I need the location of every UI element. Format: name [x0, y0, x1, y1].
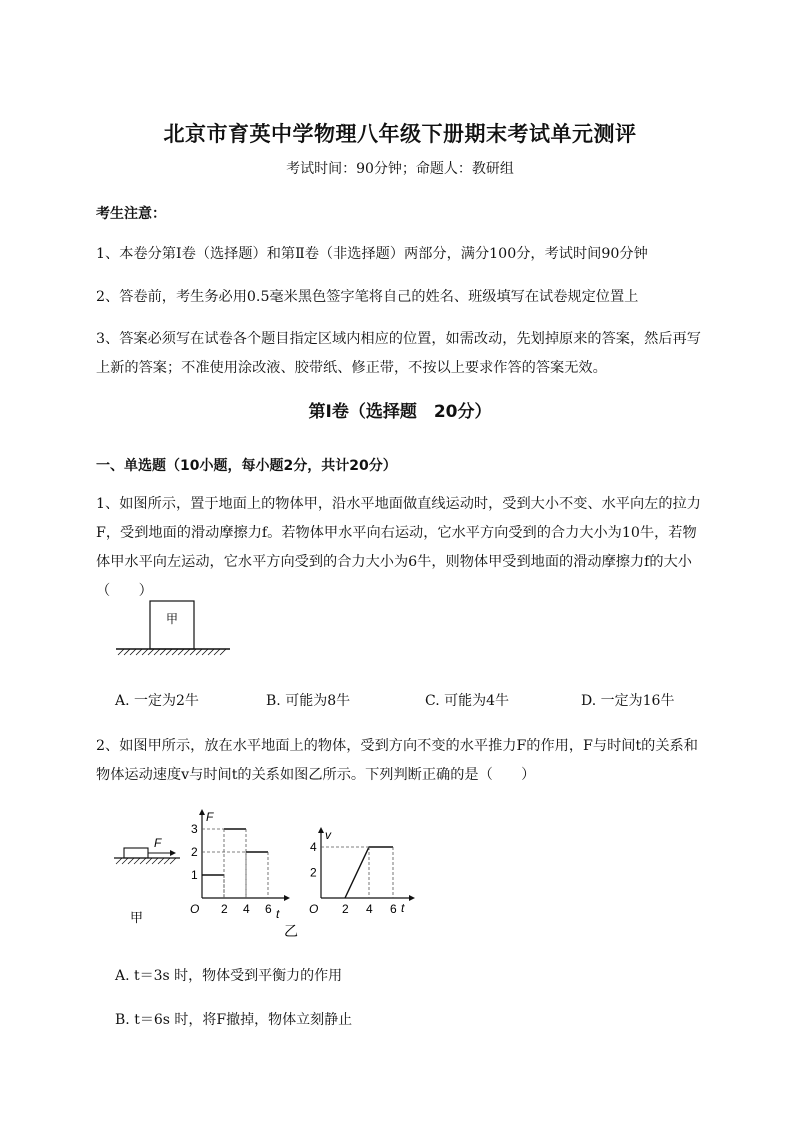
q1-option-c[interactable]: C. 可能为4牛 [425, 693, 510, 709]
part-title: 一、单选题（10小题，每小题2分，共计20分） [96, 458, 397, 474]
q1-option-d[interactable]: D. 一定为16牛 [581, 693, 675, 709]
x-tick-label: 2 [342, 902, 349, 916]
y-axis-label: F [206, 810, 214, 824]
x-tick-label: 2 [221, 902, 228, 916]
x-axis-label: t [401, 901, 405, 915]
block-label: 甲 [166, 612, 179, 626]
x-axis-arrow [409, 895, 415, 901]
notice-heading: 考生注意： [96, 206, 166, 222]
question-2-text: 2、如图甲所示，放在水平地面上的物体，受到方向不变的水平推力F的作用，F与时间t的关系和物体运动速度v与时间t的关系如图乙所示。下列判断正确的是（ ） [96, 738, 698, 783]
force-label: F [154, 836, 162, 850]
x-tick-label: 6 [390, 902, 397, 916]
x-tick-label: 4 [366, 902, 373, 916]
chart-force-time [180, 805, 300, 940]
pushed-block [124, 848, 148, 858]
notice-item-1: 1、本卷分第Ⅰ卷（选择题）和第Ⅱ卷（非选择题）两部分，满分100分，考试时间90分钟 [96, 246, 648, 262]
q1-option-a[interactable]: A. 一定为2牛 [115, 693, 199, 709]
y-axis-arrow [199, 809, 205, 815]
y-tick-label: 2 [191, 845, 198, 859]
y-tick-label: 1 [191, 868, 198, 882]
notice-item-2: 2、答卷前，考生务必用0.5毫米黑色签字笔将自己的姓名、班级填写在试卷规定位置上 [96, 289, 639, 305]
q2-option-b[interactable]: B. t＝6s 时，将F撤掉，物体立刻静止 [115, 1012, 353, 1028]
x-tick-label: O [190, 902, 200, 916]
y-axis-arrow [318, 827, 324, 833]
fig-jia-label: 甲 [130, 910, 144, 925]
notice-item-3: 3、答案必须写在试卷各个题目指定区域内相应的位置，如需改动，先划掉原来的答案，然后再写上新的答案；不准使用涂改液、胶带纸、修正带，不按以上要求作答的答案无效。 [96, 331, 701, 376]
question-1-text: 1、如图所示，置于地面上的物体甲，沿水平地面做直线运动时，受到大小不变、水平向左的拉力F，受到地面的滑动摩擦力f。若物体甲水平向右运动，它水平方向受到的合力大小为10牛，若物体甲水平向左运动，它水平方向受到的合力大小为6牛，则物体甲受到地面的滑动摩擦力f的大小（ ） [96, 496, 701, 599]
x-tick-label: O [309, 902, 319, 916]
q1-figure [110, 595, 240, 660]
q2-option-a[interactable]: A. t＝3s 时，物体受到平衡力的作用 [115, 968, 343, 984]
ground-hatch-2 [116, 858, 176, 864]
force-arrow-head [170, 850, 176, 856]
chart-velocity-time [306, 825, 421, 920]
q1-option-b[interactable]: B. 可能为8牛 [266, 693, 351, 709]
y-tick-label: 3 [191, 822, 198, 836]
y-tick-label: 2 [310, 865, 317, 880]
section-title: 第Ⅰ卷（选择题 20分） [308, 402, 492, 422]
ground-hatch [118, 649, 226, 655]
x-tick-label: 6 [265, 902, 272, 916]
x-axis-arrow [284, 895, 290, 901]
x-axis-label: t [276, 907, 280, 921]
page-title: 北京市育英中学物理八年级下册期末考试单元测评 [163, 122, 637, 146]
exam-info: 考试时间：90分钟；命题人：教研组 [286, 161, 514, 177]
x-tick-label: 4 [243, 902, 250, 916]
q2-figure-jia [110, 830, 190, 940]
fig-yi-label: 乙 [284, 923, 298, 939]
y-tick-label: 4 [310, 840, 317, 854]
y-axis-label: v [325, 828, 331, 842]
